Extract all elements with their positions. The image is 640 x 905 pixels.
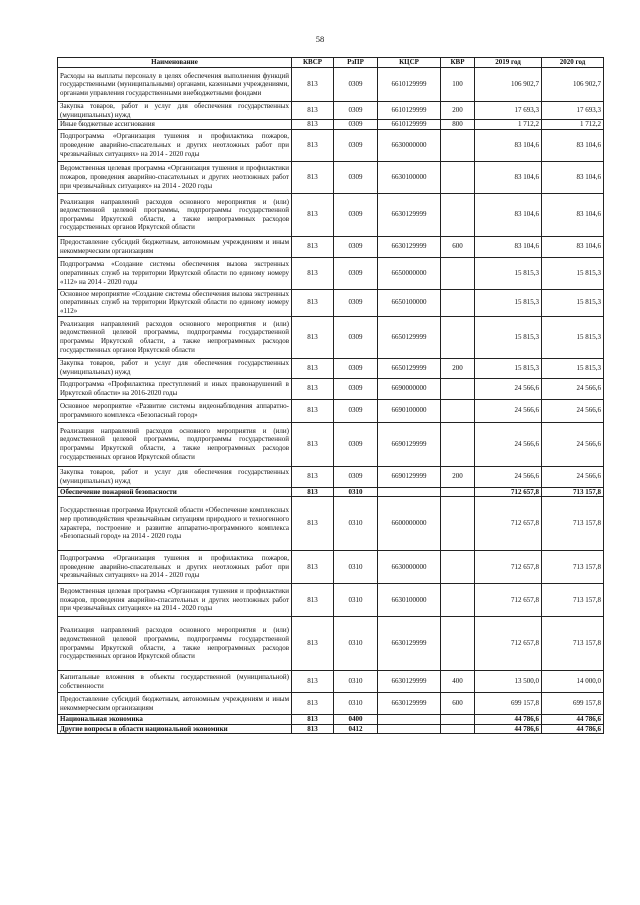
row-kvsr-cell: 813 xyxy=(292,671,334,693)
row-kvsr-cell: 813 xyxy=(292,257,334,289)
row-rzpr-cell: 0309 xyxy=(334,316,378,358)
row-kcsr-cell: 6630129999 xyxy=(378,193,441,236)
row-2020-cell: 83 104,6 xyxy=(542,236,604,257)
table-row xyxy=(58,316,604,358)
row-2019-cell: 712 657,8 xyxy=(475,487,542,497)
row-kvr-cell xyxy=(441,584,475,617)
row-kcsr-cell xyxy=(378,487,441,497)
row-name-cell: Основное мероприятие «Развитие системы видеонаблюдения аппаратно-программного комплекса «Безопасный город» xyxy=(58,399,292,422)
table-row xyxy=(58,257,604,289)
row-rzpr-cell: 0309 xyxy=(334,120,378,130)
row-rzpr-cell: 0310 xyxy=(334,584,378,617)
row-kvr-cell xyxy=(441,378,475,399)
row-kvr-cell xyxy=(441,551,475,584)
row-rzpr-cell: 0310 xyxy=(334,487,378,497)
row-kcsr-cell: 6630000000 xyxy=(378,551,441,584)
row-kvr-cell xyxy=(441,724,475,734)
row-kvr-cell xyxy=(441,617,475,671)
row-2020-cell: 713 157,8 xyxy=(542,584,604,617)
table-row xyxy=(58,724,604,734)
row-name-cell: Ведомственная целевая программа «Организация тушения и профилактики пожаров, проведения аварийно-спасательных и других неотложных работ при чрезвычайных ситуациях» на 2014 - 2020 годы xyxy=(58,161,292,193)
row-name-cell: Подпрограмма «Профилактика преступлений и иных правонарушений в Иркутской области» на 2016-2020 годы xyxy=(58,378,292,399)
row-kvsr-cell: 813 xyxy=(292,466,334,487)
row-2020-cell: 15 815,3 xyxy=(542,289,604,316)
row-rzpr-cell: 0310 xyxy=(334,693,378,715)
header-2020: 2020 год xyxy=(542,58,604,68)
header-name: Наименование xyxy=(58,58,292,68)
row-kvr-cell xyxy=(441,161,475,193)
row-rzpr-cell: 0309 xyxy=(334,102,378,120)
row-2019-cell: 15 815,3 xyxy=(475,257,542,289)
row-2019-cell: 712 657,8 xyxy=(475,584,542,617)
row-kvsr-cell: 813 xyxy=(292,102,334,120)
table-row xyxy=(58,693,604,715)
row-kvr-cell xyxy=(441,422,475,466)
row-name-cell: Подпрограмма «Создание системы обеспечения вызова экстренных оперативных служб на территории Иркутской области по единому номеру «112» на 2014 - 2020 годы xyxy=(58,257,292,289)
row-kvsr-cell: 813 xyxy=(292,129,334,161)
row-2020-cell: 83 104,6 xyxy=(542,193,604,236)
row-2020-cell: 713 157,8 xyxy=(542,497,604,551)
row-kcsr-cell: 6630000000 xyxy=(378,129,441,161)
row-2019-cell: 712 657,8 xyxy=(475,617,542,671)
row-kvr-cell xyxy=(441,715,475,725)
row-rzpr-cell: 0309 xyxy=(334,161,378,193)
row-kcsr-cell: 6630129999 xyxy=(378,617,441,671)
row-kvsr-cell: 813 xyxy=(292,68,334,102)
row-kvr-cell: 600 xyxy=(441,693,475,715)
row-2019-cell: 83 104,6 xyxy=(475,161,542,193)
row-kcsr-cell: 6610129999 xyxy=(378,102,441,120)
table-row xyxy=(58,671,604,693)
row-kcsr-cell: 6650129999 xyxy=(378,358,441,378)
row-kvsr-cell: 813 xyxy=(292,378,334,399)
row-name-cell: Другие вопросы в области национальной экономики xyxy=(58,724,292,734)
row-kcsr-cell xyxy=(378,724,441,734)
row-kvr-cell: 400 xyxy=(441,671,475,693)
row-kvsr-cell: 813 xyxy=(292,724,334,734)
table-row xyxy=(58,161,604,193)
row-2019-cell: 699 157,8 xyxy=(475,693,542,715)
row-kcsr-cell: 6600000000 xyxy=(378,497,441,551)
row-rzpr-cell: 0310 xyxy=(334,617,378,671)
row-kcsr-cell: 6630100000 xyxy=(378,161,441,193)
row-kcsr-cell: 6630129999 xyxy=(378,671,441,693)
row-name-cell: Предоставление субсидий бюджетным, автономным учреждениям и иным некоммерческим организациям xyxy=(58,693,292,715)
row-name-cell: Подпрограмма «Организация тушения и профилактика пожаров, проведение аварийно-спасательных и других неотложных работ при чрезвычайных ситуациях» на 2014 - 2020 годы xyxy=(58,551,292,584)
table-row xyxy=(58,193,604,236)
page-number: 58 xyxy=(315,34,325,44)
row-name-cell: Реализация направлений расходов основного мероприятия и (или) ведомственной целевой программы, подпрограммы государственной программы Иркутской области, а также непрограммных расходов государственных органов Иркутской области xyxy=(58,193,292,236)
row-rzpr-cell: 0309 xyxy=(334,399,378,422)
row-kvsr-cell: 813 xyxy=(292,193,334,236)
row-rzpr-cell: 0309 xyxy=(334,378,378,399)
row-2020-cell: 83 104,6 xyxy=(542,161,604,193)
row-rzpr-cell: 0309 xyxy=(334,422,378,466)
row-2019-cell: 15 815,3 xyxy=(475,358,542,378)
row-kvsr-cell: 813 xyxy=(292,289,334,316)
row-2020-cell: 24 566,6 xyxy=(542,422,604,466)
row-kvr-cell: 100 xyxy=(441,68,475,102)
table-header-row xyxy=(58,58,604,68)
row-kvsr-cell: 813 xyxy=(292,497,334,551)
row-kvsr-cell: 813 xyxy=(292,617,334,671)
row-2019-cell: 712 657,8 xyxy=(475,497,542,551)
row-2020-cell: 14 000,0 xyxy=(542,671,604,693)
row-rzpr-cell: 0309 xyxy=(334,358,378,378)
row-kvr-cell xyxy=(441,497,475,551)
row-name-cell: Иные бюджетные ассигнования xyxy=(58,120,292,130)
row-kvr-cell: 800 xyxy=(441,120,475,130)
row-name-cell: Предоставление субсидий бюджетным, автономным учреждениям и иным некоммерческим организациям xyxy=(58,236,292,257)
row-name-cell: Закупка товаров, работ и услуг для обеспечения государственных (муниципальных) нужд xyxy=(58,102,292,120)
row-2020-cell: 24 566,6 xyxy=(542,466,604,487)
row-name-cell: Расходы на выплаты персоналу в целях обеспечения выполнения функций государственными (муниципальными) органами, казенными учреждениями, органами управления государственными внебюджетными фондами xyxy=(58,68,292,102)
row-kvr-cell: 600 xyxy=(441,236,475,257)
header-kvsr: КВСР xyxy=(292,58,334,68)
row-name-cell: Национальная экономика xyxy=(58,715,292,725)
row-2019-cell: 17 693,3 xyxy=(475,102,542,120)
table-row xyxy=(58,378,604,399)
row-kvr-cell xyxy=(441,257,475,289)
row-2020-cell: 713 157,8 xyxy=(542,487,604,497)
row-kvsr-cell: 813 xyxy=(292,551,334,584)
row-kvsr-cell: 813 xyxy=(292,399,334,422)
row-kvr-cell: 200 xyxy=(441,102,475,120)
table-row xyxy=(58,236,604,257)
row-2019-cell: 15 815,3 xyxy=(475,289,542,316)
row-kvr-cell xyxy=(441,399,475,422)
row-rzpr-cell: 0309 xyxy=(334,257,378,289)
row-2020-cell: 24 566,6 xyxy=(542,399,604,422)
row-kcsr-cell: 6630129999 xyxy=(378,693,441,715)
row-rzpr-cell: 0310 xyxy=(334,497,378,551)
row-name-cell: Закупка товаров, работ и услуг для обеспечения государственных (муниципальных) нужд xyxy=(58,466,292,487)
table-row xyxy=(58,422,604,466)
row-kvr-cell xyxy=(441,316,475,358)
row-2020-cell: 44 786,6 xyxy=(542,724,604,734)
row-kcsr-cell xyxy=(378,715,441,725)
row-name-cell: Основное мероприятие «Создание системы обеспечения вызова экстренных оперативных служб на территории Иркутской области по единому номеру «112» xyxy=(58,289,292,316)
table-body xyxy=(58,68,604,734)
row-kvr-cell xyxy=(441,289,475,316)
row-kvsr-cell: 813 xyxy=(292,358,334,378)
row-2019-cell: 24 566,6 xyxy=(475,399,542,422)
row-2020-cell: 15 815,3 xyxy=(542,257,604,289)
row-2019-cell: 13 500,0 xyxy=(475,671,542,693)
row-kvr-cell xyxy=(441,129,475,161)
row-name-cell: Ведомственная целевая программа «Организация тушения и профилактики пожаров, проведения аварийно-спасательных и других неотложных работ при чрезвычайных ситуациях» на 2014 - 2020 годы xyxy=(58,584,292,617)
row-kcsr-cell: 6630100000 xyxy=(378,584,441,617)
row-name-cell: Закупка товаров, работ и услуг для обеспечения государственных (муниципальных) нужд xyxy=(58,358,292,378)
row-2019-cell: 44 786,6 xyxy=(475,724,542,734)
row-kcsr-cell: 6690129999 xyxy=(378,466,441,487)
table-row xyxy=(58,129,604,161)
row-rzpr-cell: 0309 xyxy=(334,68,378,102)
table-row xyxy=(58,584,604,617)
row-rzpr-cell: 0309 xyxy=(334,236,378,257)
row-2019-cell: 106 902,7 xyxy=(475,68,542,102)
table-row xyxy=(58,497,604,551)
row-2020-cell: 83 104,6 xyxy=(542,129,604,161)
row-name-cell: Реализация направлений расходов основного мероприятия и (или) ведомственной целевой программы, подпрограммы государственной программы Иркутской области, а также непрограммных расходов государственных органов Иркутской области xyxy=(58,316,292,358)
table-row xyxy=(58,715,604,725)
row-kcsr-cell: 6630129999 xyxy=(378,236,441,257)
row-2019-cell: 44 786,6 xyxy=(475,715,542,725)
row-2019-cell: 24 566,6 xyxy=(475,466,542,487)
row-2019-cell: 83 104,6 xyxy=(475,236,542,257)
row-kcsr-cell: 6610129999 xyxy=(378,68,441,102)
row-2019-cell: 15 815,3 xyxy=(475,316,542,358)
row-kcsr-cell: 6650100000 xyxy=(378,289,441,316)
row-2019-cell: 83 104,6 xyxy=(475,193,542,236)
row-kvsr-cell: 813 xyxy=(292,236,334,257)
row-kvr-cell xyxy=(441,487,475,497)
row-2020-cell: 24 566,6 xyxy=(542,378,604,399)
header-kcsr: КЦСР xyxy=(378,58,441,68)
table-row xyxy=(58,102,604,120)
table-row xyxy=(58,487,604,497)
table-row xyxy=(58,466,604,487)
row-kvsr-cell: 813 xyxy=(292,487,334,497)
header-kvr: КВР xyxy=(441,58,475,68)
row-name-cell: Капитальные вложения в объекты государственной (муниципальной) собственности xyxy=(58,671,292,693)
row-2020-cell: 699 157,8 xyxy=(542,693,604,715)
table-row xyxy=(58,120,604,130)
row-kcsr-cell: 6610129999 xyxy=(378,120,441,130)
table-row xyxy=(58,551,604,584)
row-name-cell: Подпрограмма «Организация тушения и профилактика пожаров, проведение аварийно-спасательных и других неотложных работ при чрезвычайных ситуациях» на 2014 - 2020 годы xyxy=(58,129,292,161)
row-2019-cell: 1 712,2 xyxy=(475,120,542,130)
row-2019-cell: 24 566,6 xyxy=(475,378,542,399)
row-kcsr-cell: 6650129999 xyxy=(378,316,441,358)
table-row xyxy=(58,289,604,316)
row-2020-cell: 713 157,8 xyxy=(542,551,604,584)
row-kvr-cell: 200 xyxy=(441,358,475,378)
row-kvsr-cell: 813 xyxy=(292,316,334,358)
row-kvsr-cell: 813 xyxy=(292,584,334,617)
row-2020-cell: 713 157,8 xyxy=(542,617,604,671)
row-rzpr-cell: 0309 xyxy=(334,466,378,487)
row-rzpr-cell: 0310 xyxy=(334,551,378,584)
budget-table xyxy=(57,57,604,734)
row-rzpr-cell: 0309 xyxy=(334,193,378,236)
row-rzpr-cell: 0310 xyxy=(334,671,378,693)
row-kcsr-cell: 6690100000 xyxy=(378,399,441,422)
row-rzpr-cell: 0400 xyxy=(334,715,378,725)
row-kvsr-cell: 813 xyxy=(292,693,334,715)
row-kcsr-cell: 6650000000 xyxy=(378,257,441,289)
row-2019-cell: 83 104,6 xyxy=(475,129,542,161)
row-2020-cell: 15 815,3 xyxy=(542,358,604,378)
table-row xyxy=(58,399,604,422)
row-kcsr-cell: 6690129999 xyxy=(378,422,441,466)
row-name-cell: Государственная программа Иркутской области «Обеспечение комплексных мер противодействия чрезвычайным ситуациям природного и техногенного характера, построение и развитие аппаратно-программного комплекса «Безопасный город» на 2014 - 2020 годы xyxy=(58,497,292,551)
row-rzpr-cell: 0309 xyxy=(334,289,378,316)
row-name-cell: Реализация направлений расходов основного мероприятия и (или) ведомственной целевой программы, подпрограммы государственной программы Иркутской области, а также непрограммных расходов государственных органов Иркутской области xyxy=(58,422,292,466)
row-kvr-cell: 200 xyxy=(441,466,475,487)
table-row xyxy=(58,68,604,102)
row-name-cell: Реализация направлений расходов основного мероприятия и (или) ведомственной целевой программы, подпрограммы государственной программы Иркутской области, а также непрограммных расходов государственных органов Иркутской области xyxy=(58,617,292,671)
row-2019-cell: 24 566,6 xyxy=(475,422,542,466)
row-2020-cell: 44 786,6 xyxy=(542,715,604,725)
header-2019: 2019 год xyxy=(475,58,542,68)
row-rzpr-cell: 0412 xyxy=(334,724,378,734)
table-row xyxy=(58,617,604,671)
row-2020-cell: 15 815,3 xyxy=(542,316,604,358)
row-kvsr-cell: 813 xyxy=(292,422,334,466)
row-2019-cell: 712 657,8 xyxy=(475,551,542,584)
row-kcsr-cell: 6690000000 xyxy=(378,378,441,399)
header-rzpr: РзПР xyxy=(334,58,378,68)
row-kvsr-cell: 813 xyxy=(292,715,334,725)
row-kvsr-cell: 813 xyxy=(292,120,334,130)
row-2020-cell: 1 712,2 xyxy=(542,120,604,130)
row-name-cell: Обеспечение пожарной безопасности xyxy=(58,487,292,497)
row-kvsr-cell: 813 xyxy=(292,161,334,193)
row-2020-cell: 106 902,7 xyxy=(542,68,604,102)
row-kvr-cell xyxy=(441,193,475,236)
row-rzpr-cell: 0309 xyxy=(334,129,378,161)
row-2020-cell: 17 693,3 xyxy=(542,102,604,120)
table-row xyxy=(58,358,604,378)
